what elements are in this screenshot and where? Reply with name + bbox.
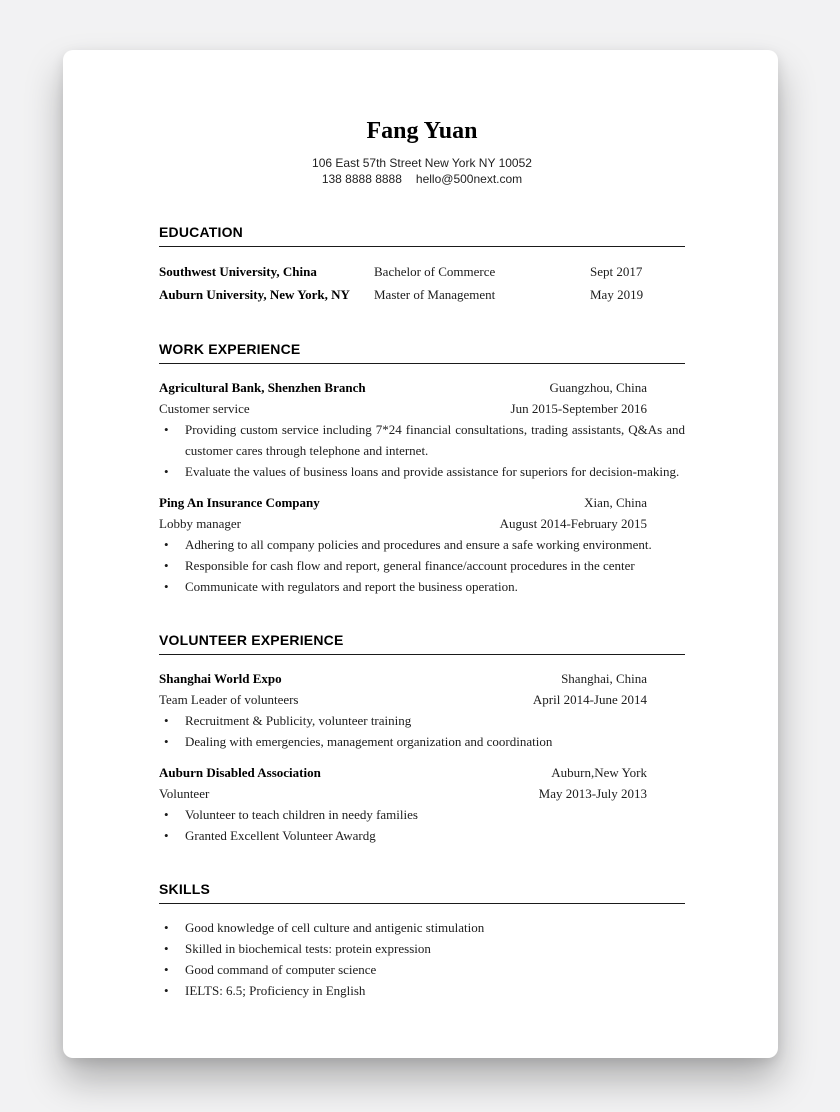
bullet-text: Evaluate the values of business loans and provide assistance for superiors for decision-making. bbox=[185, 464, 680, 479]
entry-header bbox=[159, 492, 685, 513]
bullet-icon: • bbox=[164, 422, 169, 437]
bullet-icon: • bbox=[164, 734, 169, 749]
entry-header bbox=[159, 762, 685, 783]
role-title: Customer service bbox=[159, 401, 250, 416]
entry-subheader bbox=[159, 783, 685, 804]
bullet-icon: • bbox=[164, 828, 169, 843]
phone-number: 138 8888 8888 bbox=[321, 172, 402, 186]
bullet-icon: • bbox=[164, 558, 169, 573]
bullet-text: Dealing with emergencies, management organization and coordination bbox=[185, 734, 553, 749]
volunteer-entry bbox=[159, 668, 685, 752]
bullet-icon: • bbox=[164, 713, 169, 728]
entry-dates: April 2014-June 2014 bbox=[532, 692, 647, 707]
bullet-item bbox=[159, 980, 685, 1001]
bullet-text: Good command of computer science bbox=[185, 962, 377, 977]
work-entry bbox=[159, 492, 685, 597]
bullet-item bbox=[159, 938, 685, 959]
role-title: Lobby manager bbox=[159, 516, 241, 531]
bullet-text: Volunteer to teach children in needy families bbox=[185, 807, 418, 822]
entry-subheader bbox=[159, 689, 685, 710]
bullet-text: Skilled in biochemical tests: protein expression bbox=[185, 941, 431, 956]
bullet-item bbox=[159, 534, 685, 555]
bullet-item bbox=[159, 825, 685, 846]
bullet-item bbox=[159, 959, 685, 980]
address-line: 106 East 57th Street New York NY 10052 bbox=[312, 156, 532, 170]
candidate-name: Fang Yuan bbox=[366, 118, 478, 144]
entry-location: Guangzhou, China bbox=[549, 380, 647, 395]
bullet-item bbox=[159, 461, 685, 482]
section-rule bbox=[159, 246, 685, 247]
bullet-icon: • bbox=[164, 983, 169, 998]
section-title-education: EDUCATION bbox=[159, 224, 243, 240]
section-education bbox=[159, 223, 685, 306]
graduation-date: May 2019 bbox=[590, 287, 644, 302]
section-title-work: WORK EXPERIENCE bbox=[159, 341, 301, 357]
school-name: Southwest University, China bbox=[159, 264, 317, 279]
section-volunteer-experience bbox=[159, 631, 685, 846]
bullet-item bbox=[159, 576, 685, 597]
entry-dates: May 2013-July 2013 bbox=[538, 786, 647, 801]
bullet-item bbox=[159, 917, 685, 938]
section-rule bbox=[159, 363, 685, 364]
role-title: Team Leader of volunteers bbox=[159, 692, 299, 707]
volunteer-entry bbox=[159, 762, 685, 846]
bullet-text: Granted Excellent Volunteer Awardg bbox=[185, 828, 376, 843]
entry-location: Auburn,New York bbox=[551, 765, 647, 780]
role-title: Volunteer bbox=[159, 786, 210, 801]
entry-subheader bbox=[159, 398, 685, 419]
education-row bbox=[159, 260, 685, 283]
education-row bbox=[159, 283, 685, 306]
entry-dates: August 2014-February 2015 bbox=[499, 516, 647, 531]
organization-name: Agricultural Bank, Shenzhen Branch bbox=[159, 380, 366, 395]
section-title-volunteer: VOLUNTEER EXPERIENCE bbox=[159, 632, 344, 648]
degree-name: Master of Management bbox=[374, 287, 496, 302]
entry-subheader bbox=[159, 513, 685, 534]
bullet-text: Responsible for cash flow and report, general finance/account procedures in the center bbox=[185, 558, 635, 573]
resume-document bbox=[63, 50, 778, 1058]
bullet-text: Communicate with regulators and report the business operation. bbox=[185, 579, 518, 594]
section-work-experience bbox=[159, 340, 685, 597]
section-rule bbox=[159, 903, 685, 904]
entry-header bbox=[159, 668, 685, 689]
contact-line bbox=[159, 171, 685, 187]
bullet-text: Providing custom service including 7*24 financial consultations, trading assistants, Q&As and customer cares through telephone and internet. bbox=[185, 422, 685, 458]
resume-header bbox=[159, 116, 685, 187]
bullet-icon: • bbox=[164, 962, 169, 977]
bullet-item bbox=[159, 710, 685, 731]
organization-name: Shanghai World Expo bbox=[159, 671, 282, 686]
bullet-icon: • bbox=[164, 941, 169, 956]
entry-dates: Jun 2015-September 2016 bbox=[510, 401, 647, 416]
bullet-item bbox=[159, 731, 685, 752]
bullet-icon: • bbox=[164, 537, 169, 552]
section-rule bbox=[159, 654, 685, 655]
section-title-skills: SKILLS bbox=[159, 881, 210, 897]
bullet-item bbox=[159, 419, 685, 461]
bullet-text: Adhering to all company policies and procedures and ensure a safe working environment. bbox=[185, 537, 652, 552]
bullet-item bbox=[159, 804, 685, 825]
degree-name: Bachelor of Commerce bbox=[374, 264, 496, 279]
graduation-date: Sept 2017 bbox=[590, 264, 643, 279]
bullet-icon: • bbox=[164, 807, 169, 822]
work-entry bbox=[159, 377, 685, 482]
bullet-text: IELTS: 6.5; Proficiency in English bbox=[185, 983, 366, 998]
entry-header bbox=[159, 377, 685, 398]
section-skills bbox=[159, 880, 685, 1001]
organization-name: Ping An Insurance Company bbox=[159, 495, 320, 510]
entry-location: Xian, China bbox=[584, 495, 647, 510]
email-address: hello@500next.com bbox=[415, 172, 523, 186]
school-name: Auburn University, New York, NY bbox=[159, 287, 350, 302]
bullet-text: Good knowledge of cell culture and antigenic stimulation bbox=[185, 920, 485, 935]
organization-name: Auburn Disabled Association bbox=[159, 765, 321, 780]
bullet-text: Recruitment & Publicity, volunteer training bbox=[185, 713, 412, 728]
bullet-icon: • bbox=[164, 464, 169, 479]
entry-location: Shanghai, China bbox=[561, 671, 647, 686]
bullet-icon: • bbox=[164, 579, 169, 594]
bullet-icon: • bbox=[164, 920, 169, 935]
bullet-item bbox=[159, 555, 685, 576]
